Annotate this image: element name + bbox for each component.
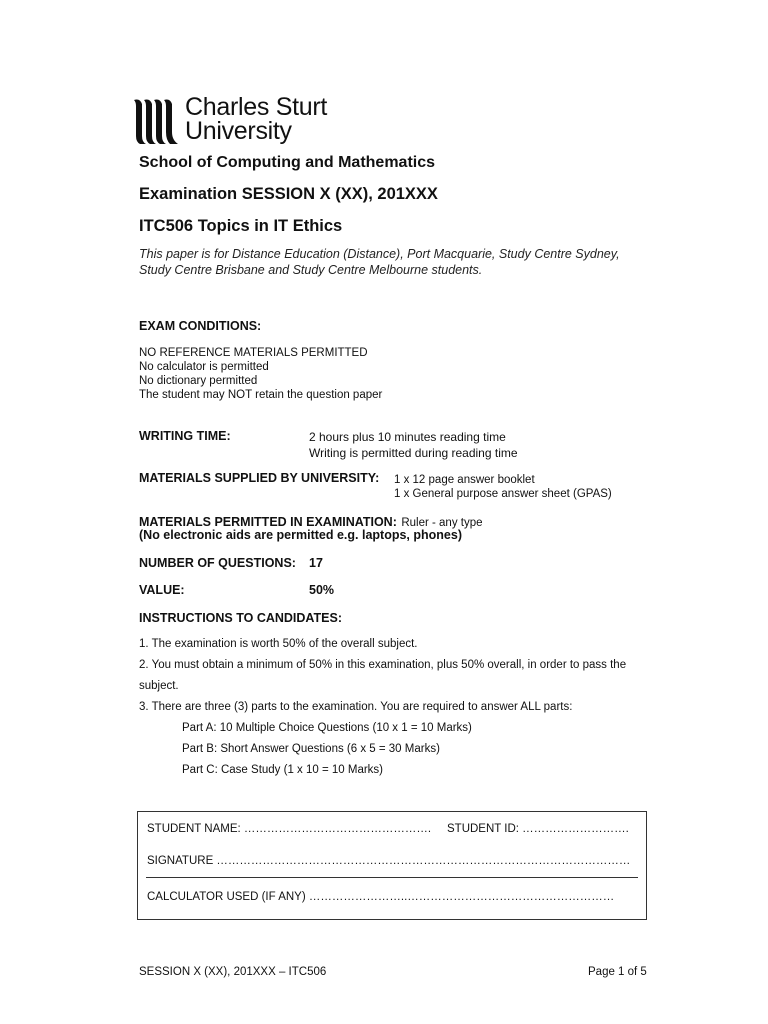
materials-supplied-line-1: 1 x 12 page answer booklet bbox=[394, 474, 535, 486]
num-questions-label: NUMBER OF QUESTIONS: bbox=[139, 556, 296, 570]
logo-name-line1: Charles Sturt bbox=[185, 93, 327, 121]
exam-condition-item: The student may NOT retain the question paper bbox=[139, 389, 383, 401]
part-b: Part B: Short Answer Questions (6 x 5 = 30 Marks) bbox=[182, 743, 440, 755]
part-a: Part A: 10 Multiple Choice Questions (10 x 1 = 10 Marks) bbox=[182, 722, 472, 734]
value-value: 50% bbox=[309, 583, 335, 597]
exam-conditions-heading: EXAM CONDITIONS: bbox=[139, 319, 262, 333]
instruction-item-1: 1. The examination is worth 50% of the overall subject. bbox=[139, 638, 418, 650]
instruction-item-2a: 2. You must obtain a minimum of 50% in this examination, plus 50% overall, in order to pass the bbox=[139, 659, 627, 671]
student-details-box bbox=[137, 811, 647, 920]
intro-line-2: Study Centre Brisbane and Study Centre Melbourne students. bbox=[139, 263, 483, 277]
materials-permitted-label: MATERIALS PERMITTED IN EXAMINATION: bbox=[139, 515, 397, 529]
csu-logo-mark-icon bbox=[132, 96, 178, 146]
student-id-field[interactable]: STUDENT ID: ………………………. bbox=[447, 823, 629, 835]
logo-wordmark bbox=[185, 95, 327, 143]
exam-condition-item: No dictionary permitted bbox=[139, 375, 258, 387]
writing-time-line-1: 2 hours plus 10 minutes reading time bbox=[309, 430, 506, 444]
exam-session-heading: Examination SESSION X (XX), 201XXX bbox=[139, 185, 438, 203]
instruction-item-2b: subject. bbox=[139, 680, 179, 692]
part-c: Part C: Case Study (1 x 10 = 10 Marks) bbox=[182, 764, 384, 776]
instructions-heading: INSTRUCTIONS TO CANDIDATES: bbox=[139, 611, 343, 625]
page-number: Page 1 of 5 bbox=[588, 966, 647, 978]
num-questions-value: 17 bbox=[309, 556, 323, 570]
intro-paragraph bbox=[139, 246, 620, 278]
subject-heading: ITC506 Topics in IT Ethics bbox=[139, 217, 343, 235]
writing-time-label: WRITING TIME: bbox=[139, 429, 231, 443]
signature-field[interactable]: SIGNATURE ……………………………………………………………………………………………… bbox=[147, 855, 631, 867]
school-heading: School of Computing and Mathematics bbox=[139, 154, 436, 171]
writing-time-line-2: Writing is permitted during reading time bbox=[309, 446, 518, 460]
materials-permitted-note: (No electronic aids are permitted e.g. laptops, phones) bbox=[139, 528, 462, 542]
university-logo bbox=[132, 93, 332, 148]
instruction-item-3: 3. There are three (3) parts to the examination. You are required to answer ALL parts: bbox=[139, 701, 573, 713]
footer-session: SESSION X (XX), 201XXX – ITC506 bbox=[139, 966, 327, 978]
student-name-field[interactable]: STUDENT NAME: …………………………………………. bbox=[147, 823, 432, 835]
materials-supplied-label: MATERIALS SUPPLIED BY UNIVERSITY: bbox=[139, 471, 380, 485]
materials-supplied-line-2: 1 x General purpose answer sheet (GPAS) bbox=[394, 488, 612, 500]
materials-permitted-value: Ruler - any type bbox=[401, 517, 483, 529]
box-divider bbox=[146, 877, 638, 878]
exam-conditions-list bbox=[139, 346, 382, 402]
writing-time-value bbox=[309, 429, 518, 461]
exam-condition-item: No calculator is permitted bbox=[139, 361, 269, 373]
calculator-field[interactable]: CALCULATOR USED (IF ANY) ……………………..……………………………………………… bbox=[147, 891, 615, 903]
instructions-list bbox=[139, 634, 626, 781]
logo-name-line2: University bbox=[185, 117, 292, 145]
exam-condition-item: NO REFERENCE MATERIALS PERMITTED bbox=[139, 347, 368, 359]
intro-line-1: This paper is for Distance Education (Distance), Port Macquarie, Study Centre Sydney, bbox=[139, 247, 620, 261]
value-label: VALUE: bbox=[139, 583, 185, 597]
